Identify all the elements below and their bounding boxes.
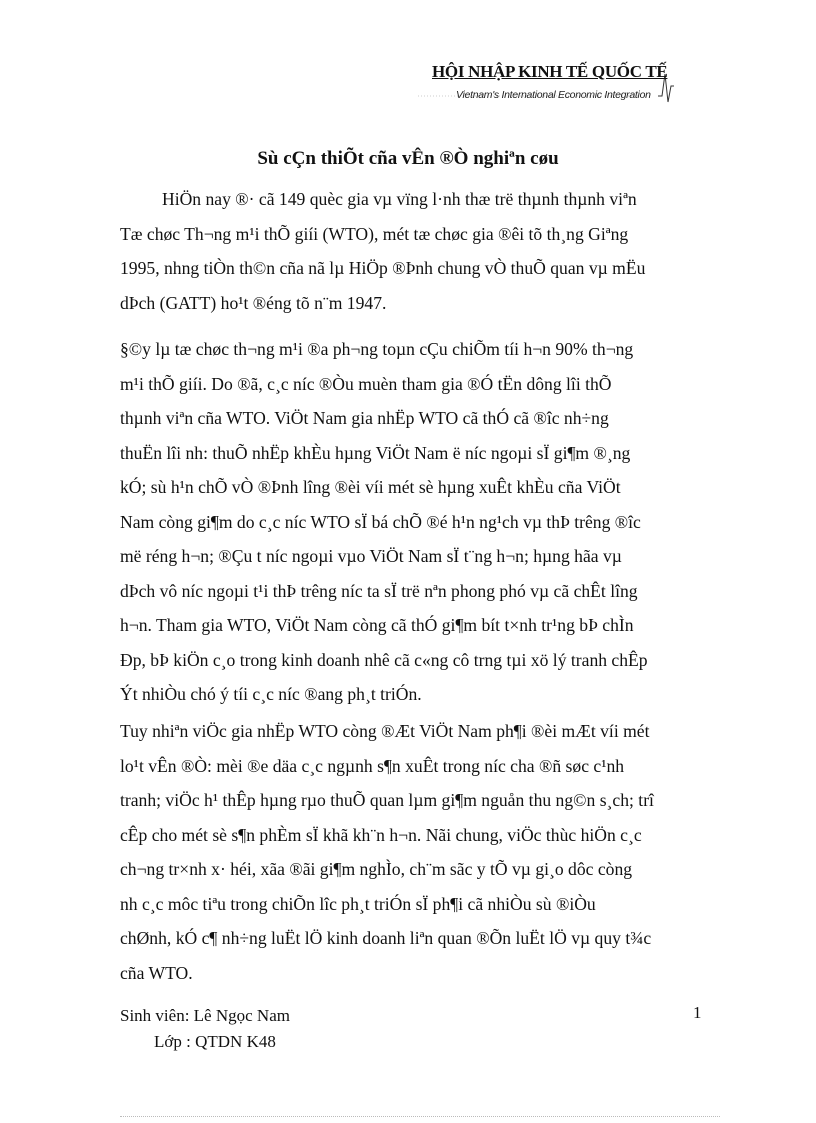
text-line: dÞch (GATT) ho¹t ®éng tõ n¨m 1947. [120, 292, 387, 313]
text-line: cÊp cho mét sè s¶n phÈm sÏ khã kh¨n h¬n. Nãi chung, viÖc thùc hiÖn c¸c [120, 824, 642, 845]
text-line: tranh; viÖc h¹ thÊp hµng rµo thuÕ quan lµm gi¶m nguån thu ng©n s¸ch; trî [120, 790, 654, 810]
page-number: 1 [693, 1003, 702, 1022]
text-line: chØnh, kÓ c¶ nh÷ng luËt lÖ kinh doanh liªn quan ®Õn luËt lÖ vµ quy t¾c [120, 928, 652, 948]
text-line: kÓ; sù h¹n chÕ vÒ ®Þnh lîng ®èi víi mét sè hµng xuÊt khÈu cña ViÖt [120, 477, 621, 497]
text-line: dÞch vô níc ngoµi t¹i thÞ trêng níc ta sÏ trë nªn phong phó vµ cã chÊt lîng [120, 580, 638, 601]
class-label: Lớp : [154, 1032, 191, 1051]
text-line: ch¬ng tr×nh x· héi, xãa ®ãi gi¶m nghÌo, ch¨m sãc y tÕ vµ gi¸o dôc còng [120, 859, 633, 879]
text-line: §©y lµ tæ chøc th¬ng m¹i ®a ph¬ng toµn cÇu chiÕm tíi h¬n 90% th¬ng [120, 339, 634, 359]
logo-title: HỘI NHẬP KINH TẾ QUỐC TẾ [432, 62, 668, 81]
paragraph-1 [120, 182, 700, 320]
text-line: thuËn lîi nh: thuÕ nhËp khÈu hµng ViÖt Nam ë níc ngoµi sÏ gi¶m ®¸ng [120, 442, 631, 463]
student-label: Sinh viên: [120, 1006, 190, 1025]
text-line: Tæ chøc Th¬ng m¹i thÕ giíi (WTO), mét tæ chøc gia ®êi tõ th¸ng Giªng [120, 223, 629, 244]
text-line: Ýt nhiÒu chó ý tíi c¸c níc ®ang ph¸t triÓn. [120, 684, 422, 704]
text-line: lo¹t vÊn ®Ò: mèi ®e däa c¸c ngµnh s¶n xuÊt trong níc cha ®ñ søc c¹nh [120, 755, 625, 776]
page-bottom-divider [120, 1116, 720, 1117]
text-line: h¬n. Tham gia WTO, ViÖt Nam còng cã thÓ gi¶m bít t×nh tr¹ng bÞ chÌn [120, 615, 634, 635]
text-line: cña WTO. [120, 962, 193, 983]
document-title: Sù cÇn thiÕt cña vÊn ®Ò nghiªn cøu [257, 148, 559, 169]
header-logo [418, 56, 674, 114]
student-row [120, 1003, 290, 1029]
text-line: më réng h¬n; ®Çu t níc ngoµi vµo ViÖt Nam sÏ t¨ng h¬n; hµng hãa vµ [120, 546, 622, 566]
text-line: Tuy nhiªn viÖc gia nhËp WTO còng ®Æt ViÖt Nam ph¶i ®èi mÆt víi mét [120, 721, 650, 741]
class-row [120, 1029, 290, 1055]
text-line: Nam còng gi¶m do c¸c níc WTO sÏ bá chÕ ®é h¹n ng¹ch vµ thÞ trêng ®îc [120, 511, 641, 532]
text-line: 1995, nhng tiÒn th©n cña nã lµ HiÖp ®Þnh chung vÒ thuÕ quan vµ mËu [120, 258, 646, 278]
logo-subtitle: Vietnam's International Economic Integration [456, 89, 651, 101]
text-line: thµnh viªn cña WTO. ViÖt Nam gia nhËp WTO cã thÓ cã ®îc nh÷ng [120, 408, 609, 428]
text-line: m¹i thÕ giíi. Do ®ã, c¸c níc ®Òu muèn tham gia ®Ó tËn dông lîi thÕ [120, 373, 612, 394]
text-line: Ðp, bÞ kiÖn c¸o trong kinh doanh nhê cã c«ng cô trng tµi xö lý tranh chÊp [120, 649, 648, 670]
text-line: nh c¸c môc tiªu trong chiÕn lîc ph¸t triÓn sÏ ph¶i cã nhiÒu sù ®iÒu [120, 893, 596, 914]
text-line: HiÖn nay ®· cã 149 quèc gia vµ vïng l·nh thæ trë thµnh thµnh viªn [162, 189, 637, 209]
paragraph-2 [120, 332, 700, 712]
paragraph-3 [120, 714, 700, 990]
footer-author [120, 1003, 290, 1055]
class-name: QTDN K48 [195, 1032, 276, 1051]
student-name: Lê Ngọc Nam [193, 1006, 290, 1025]
